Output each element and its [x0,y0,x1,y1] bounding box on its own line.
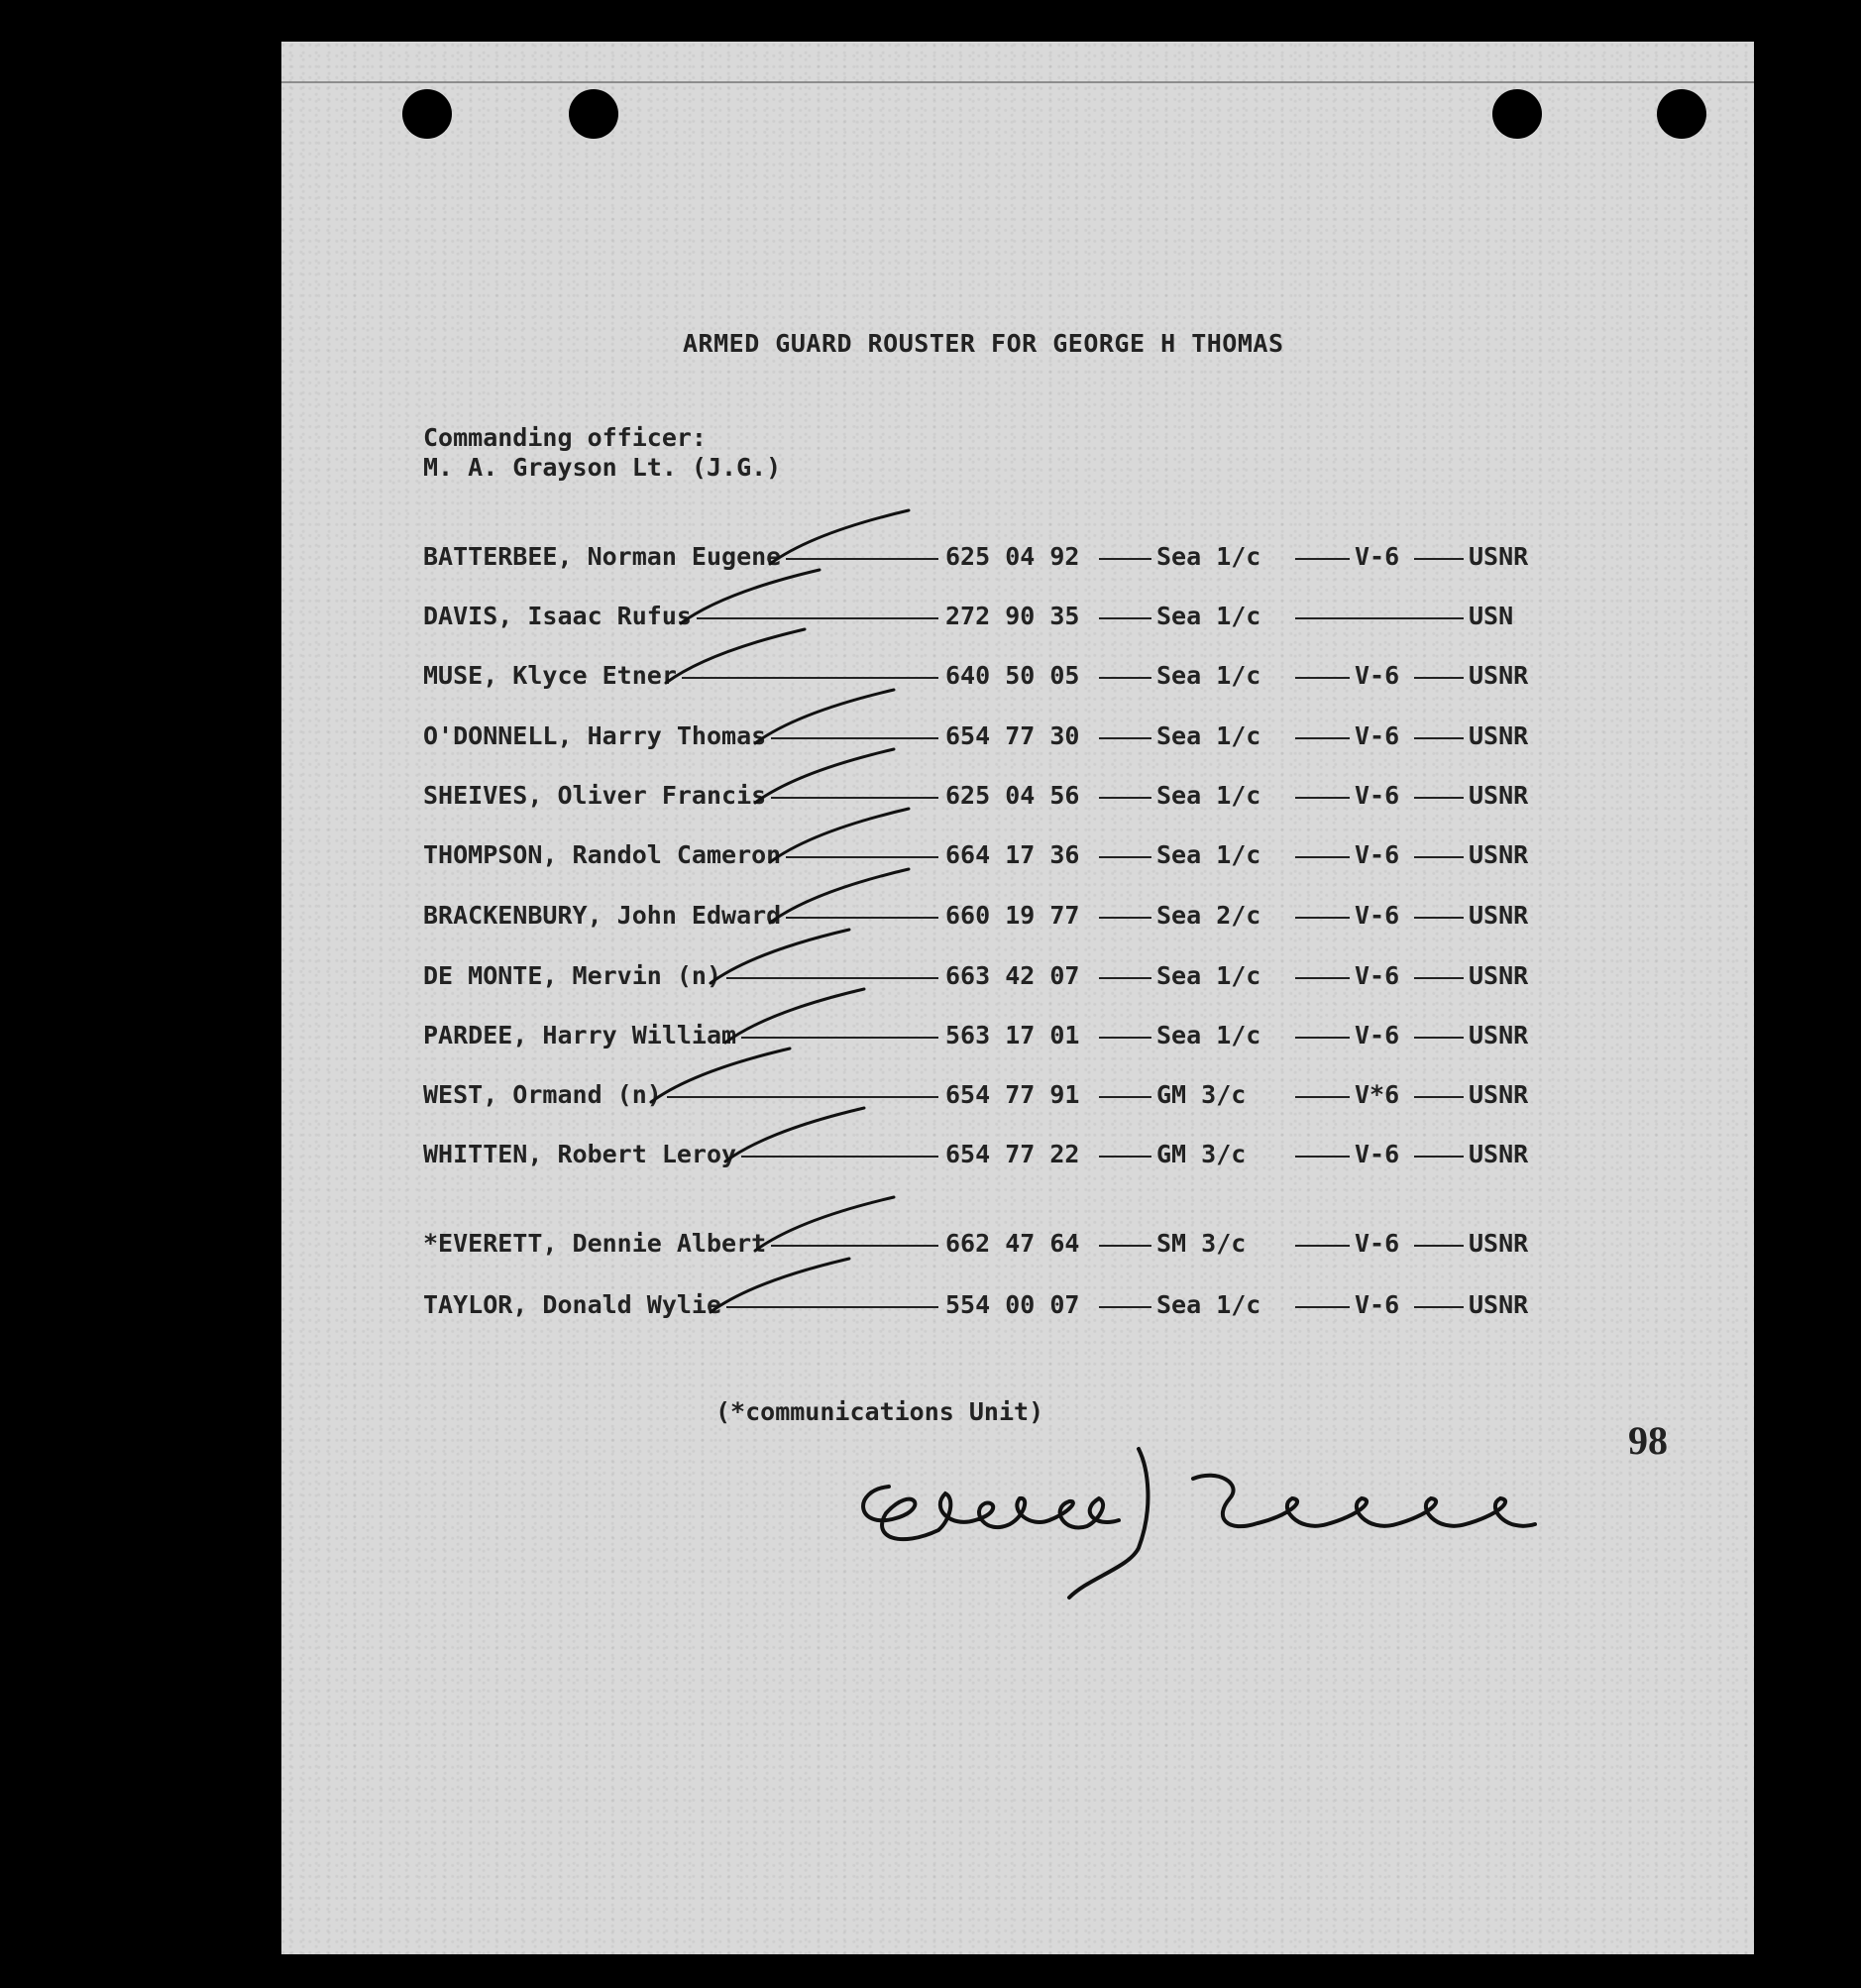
leader-line [1414,558,1464,560]
unit-code: V-6 [1355,542,1400,571]
leader-line [1295,1245,1350,1247]
roster-row [423,602,1543,635]
service-number: 660 19 77 [945,901,1080,930]
leader-line [1295,1156,1350,1158]
leader-line [1099,617,1151,619]
leader-line [1099,558,1151,560]
leader-line [786,917,938,919]
document-title: ARMED GUARD ROUSTER FOR GEORGE H THOMAS [683,329,1284,358]
leader-line [1099,797,1151,799]
crew-name: DAVIS, Isaac Rufus [423,602,692,630]
service-number: 554 00 07 [945,1290,1080,1319]
crew-name: PARDEE, Harry William [423,1021,737,1049]
leader-line [1295,617,1464,619]
check-mark [745,1189,943,1269]
service-number: 654 77 91 [945,1080,1080,1109]
leader-line [726,1306,938,1308]
unit-code: V-6 [1355,1021,1400,1049]
rate: Sea 1/c [1156,781,1261,810]
branch: USNR [1469,840,1529,869]
service-number: 272 90 35 [945,602,1080,630]
unit-code: V*6 [1355,1080,1400,1109]
roster-row [423,961,1543,995]
check-stroke [711,1259,849,1312]
crew-name: TAYLOR, Donald Wylie [423,1290,722,1319]
service-number: 662 47 64 [945,1229,1080,1258]
rate: Sea 1/c [1156,602,1261,630]
leader-line [1414,1096,1464,1098]
leader-line [1295,917,1350,919]
unit-code: V-6 [1355,661,1400,690]
leader-line [1099,1156,1151,1158]
commanding-officer-name: M. A. Grayson Lt. (J.G.) [423,453,782,482]
leader-line [1414,737,1464,739]
unit-code: V-6 [1355,1290,1400,1319]
leader-line [1414,977,1464,979]
roster-row [423,1140,1543,1173]
leader-line [771,737,938,739]
leader-line [1099,856,1151,858]
unit-code: V-6 [1355,961,1400,990]
roster-row [423,661,1543,695]
branch: USNR [1469,1080,1529,1109]
unit-code: V-6 [1355,1229,1400,1258]
leader-line [1414,1156,1464,1158]
roster-row [423,721,1543,755]
leader-line [771,797,938,799]
signature-stroke [863,1449,1535,1598]
leader-line [1414,1306,1464,1308]
roster-list [423,42,1632,1319]
check-stroke [755,690,894,743]
check-stroke [651,1049,790,1102]
leader-line [1295,856,1350,858]
leader-line [1099,1037,1151,1039]
leader-line [741,1037,938,1039]
branch: USN [1469,602,1514,630]
branch: USNR [1469,1021,1529,1049]
roster-row [423,781,1543,815]
check-stroke [770,809,909,862]
leader-line [1099,1245,1151,1247]
service-number: 663 42 07 [945,961,1080,990]
rate: Sea 1/c [1156,661,1261,690]
leader-line [771,1245,938,1247]
roster-row [423,542,1543,576]
branch: USNR [1469,1290,1529,1319]
leader-line [1295,737,1350,739]
leader-line [1295,977,1350,979]
branch: USNR [1469,1229,1529,1258]
service-number: 640 50 05 [945,661,1080,690]
leader-line [1099,677,1151,679]
unit-code: V-6 [1355,901,1400,930]
rate: Sea 2/c [1156,901,1261,930]
branch: USNR [1469,721,1529,750]
leader-line [697,617,938,619]
leader-line [1414,1037,1464,1039]
leader-line [726,977,938,979]
leader-line [682,677,938,679]
crew-name: *EVERETT, Dennie Albert [423,1229,767,1258]
leader-line [1099,917,1151,919]
check-stroke [681,570,820,623]
crew-name: BATTERBEE, Norman Eugene [423,542,782,571]
rate: GM 3/c [1156,1080,1247,1109]
leader-line [1099,737,1151,739]
rate: Sea 1/c [1156,721,1261,750]
branch: USNR [1469,661,1529,690]
roster-row [423,901,1543,935]
leader-line [1414,677,1464,679]
roster-page [281,42,1754,1954]
branch: USNR [1469,961,1529,990]
crew-name: DE MONTE, Mervin (n) [423,961,722,990]
leader-line [1414,797,1464,799]
service-number: 654 77 22 [945,1140,1080,1168]
crew-name: THOMPSON, Randol Cameron [423,840,782,869]
branch: USNR [1469,901,1529,930]
branch: USNR [1469,1140,1529,1168]
leader-line [1295,1306,1350,1308]
rate: Sea 1/c [1156,1021,1261,1049]
punch-hole [1657,89,1706,139]
service-number: 563 17 01 [945,1021,1080,1049]
leader-line [1414,917,1464,919]
leader-line [667,1096,938,1098]
commanding-officer-label: Commanding officer: [423,423,707,452]
check-stroke [666,629,805,683]
leader-line [1295,558,1350,560]
check-mark [760,502,958,582]
page-number: 98 [1628,1418,1668,1463]
leader-line [1099,1096,1151,1098]
roster-row [423,840,1543,874]
leader-line [1099,1306,1151,1308]
rate: Sea 1/c [1156,840,1261,869]
leader-line [1295,677,1350,679]
leader-line [741,1156,938,1158]
branch: USNR [1469,542,1529,571]
unit-code: V-6 [1355,1140,1400,1168]
check-stroke [770,869,909,923]
crew-name: SHEIVES, Oliver Francis [423,781,767,810]
crew-name: MUSE, Klyce Etner [423,661,677,690]
rate: SM 3/c [1156,1229,1247,1258]
unit-code: V-6 [1355,721,1400,750]
leader-line [1414,1245,1464,1247]
roster-row [423,1290,1543,1324]
leader-line [1099,977,1151,979]
roster-row [423,1080,1543,1114]
roster-row [423,1021,1543,1054]
check-stroke [725,1108,864,1161]
rate: Sea 1/c [1156,542,1261,571]
unit-code: V-6 [1355,840,1400,869]
check-mark [701,1251,899,1330]
check-stroke [711,930,849,983]
branch: USNR [1469,781,1529,810]
leader-line [1295,1096,1350,1098]
signature [841,1439,1674,1607]
crew-name: WEST, Ormand (n) [423,1080,662,1109]
crew-name: O'DONNELL, Harry Thomas [423,721,767,750]
crew-name: BRACKENBURY, John Edward [423,901,782,930]
communications-footnote: (*communications Unit) [715,1397,1044,1426]
rate: Sea 1/c [1156,1290,1261,1319]
check-stroke [770,510,909,564]
leader-line [786,856,938,858]
service-number: 654 77 30 [945,721,1080,750]
unit-code: V-6 [1355,781,1400,810]
check-stroke [725,989,864,1043]
leader-line [1295,797,1350,799]
crew-name: WHITTEN, Robert Leroy [423,1140,737,1168]
check-stroke [755,1197,894,1251]
service-number: 664 17 36 [945,840,1080,869]
rate: Sea 1/c [1156,961,1261,990]
leader-line [1295,1037,1350,1039]
service-number: 625 04 56 [945,781,1080,810]
rate: GM 3/c [1156,1140,1247,1168]
roster-row [423,1229,1543,1263]
leader-line [786,558,938,560]
leader-line [1414,856,1464,858]
check-stroke [755,749,894,803]
service-number: 625 04 92 [945,542,1080,571]
